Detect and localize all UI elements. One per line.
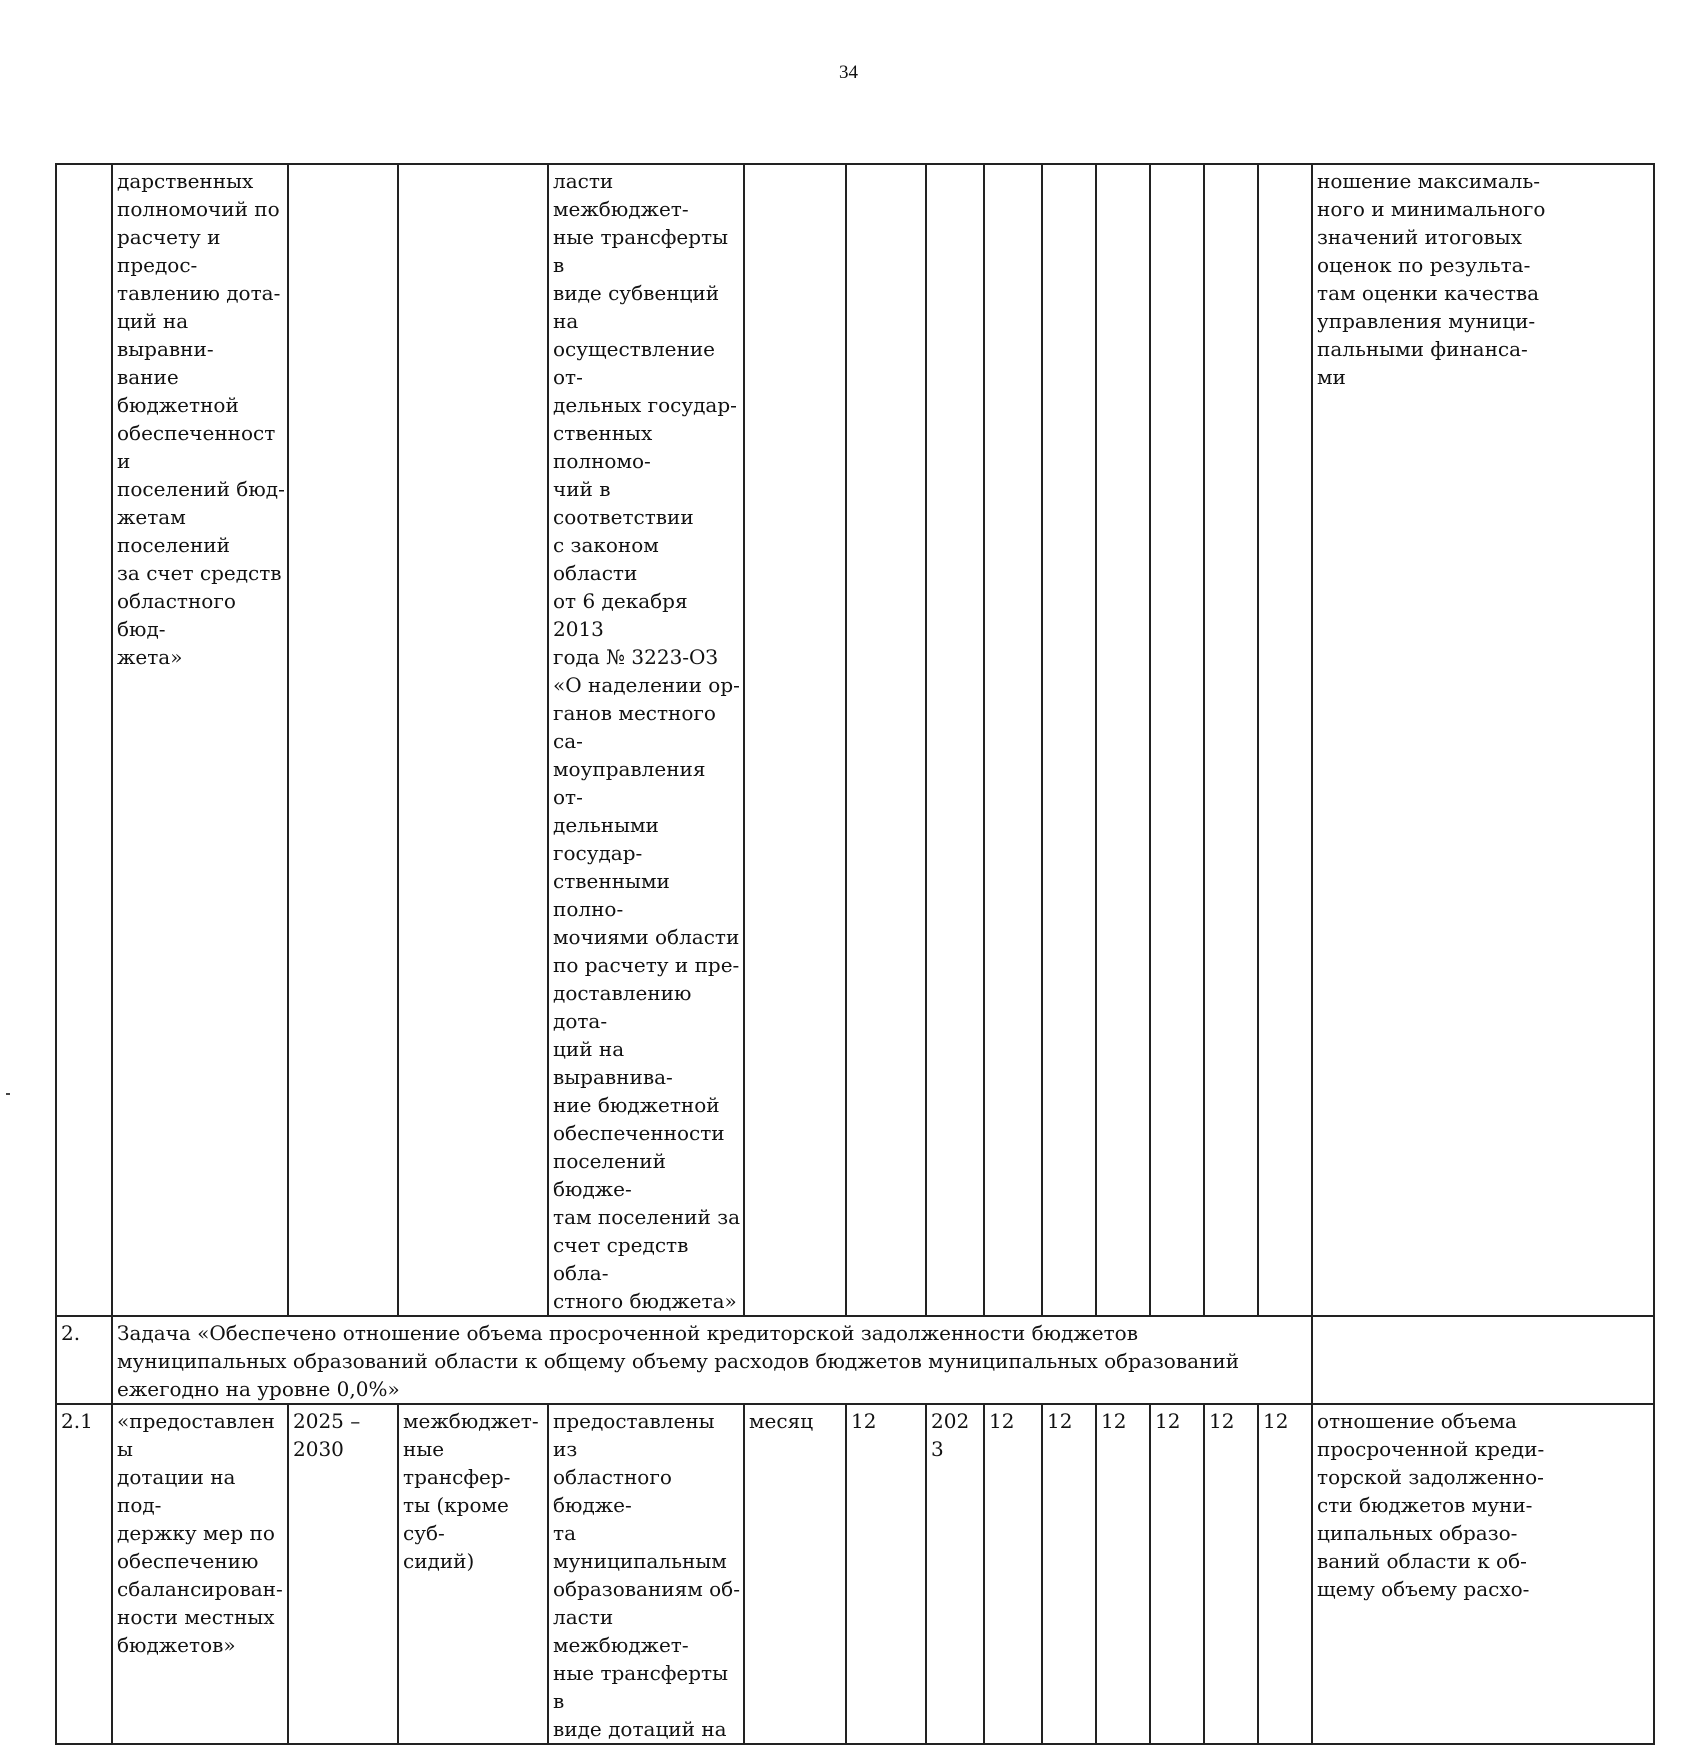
cell-item-value: 12 [984,1404,1042,1744]
table-row-task [56,1316,1654,1404]
cell-item-number: 2.1 [56,1404,112,1744]
cell-value [1042,164,1096,1316]
cell-type [398,164,548,1316]
cell-number [56,164,112,1316]
cell-item-indicator: отношение объема просроченной креди- торской задолженно- сти бюджетов муни- ципальных образо- ваний области к об- щему объему расхо- [1312,1404,1654,1744]
table-row-continuation [56,164,1654,1316]
cell-description: ласти межбюджет- ные трансферты в виде субвенций на осуществление от- дельных государ- ственных полномо- чий в соответствии с законом области от 6 декабря 2013 года № 3223-ОЗ «О наделении ор- ганов местного са- моуправления от- дельными государ- ственными полно- мочиями области по расчету и пре- доставлению дота- ций на выравнива- ние бюджетной обеспеченности поселений бюдже- там поселений за счет средств обла- стного бюджета» [548,164,744,1316]
cell-measure-name: дарственных полномочий по расчету и предос- тавлению дота- ций на выравни- вание бюджетной обеспеченности поселений бюд- жетам поселений за счет средств областного бюд- жета» [112,164,288,1316]
cell-item-unit: месяц [744,1404,846,1744]
cell-period [288,164,398,1316]
page-number: 34 [839,62,858,83]
cell-task-number: 2. [56,1316,112,1404]
table-row-item [56,1404,1654,1744]
cell-item-value: 12 [1096,1404,1150,1744]
cell-item-value: 12 [1042,1404,1096,1744]
cell-value [984,164,1042,1316]
cell-item-period: 2025 – 2030 [288,1404,398,1744]
cell-item-base-value: 12 [846,1404,926,1744]
cell-item-name: «предоставлены дотации на под- держку мер по обеспечению сбалансирован- ности местных бюджетов» [112,1404,288,1744]
scan-mark [6,1093,10,1095]
cell-value [1258,164,1312,1316]
cell-task-empty [1312,1316,1654,1404]
cell-item-description: предоставлены из областного бюдже- та муниципальным образованиям об- ласти межбюджет- ные трансферты в виде дотаций на [548,1404,744,1744]
cell-task-text: Задача «Обеспечено отношение объема просроченной кредиторской задолженности бюджетов муниципальных образований области к общему объему расходов бюджетов муниципальных образований ежегодно на уровне 0,0%» [112,1316,1312,1404]
cell-item-value: 12 [1204,1404,1258,1744]
cell-item-value: 12 [1150,1404,1204,1744]
cell-value [1204,164,1258,1316]
cell-item-type: межбюджет- ные трансфер- ты (кроме суб- сидий) [398,1404,548,1744]
cell-base-year [926,164,984,1316]
cell-item-value: 12 [1258,1404,1312,1744]
cell-value [1096,164,1150,1316]
cell-value [1150,164,1204,1316]
cell-indicator: ношение максималь- ного и минимального значений итоговых оценок по результа- там оценки качества управления муници- пальными финанса- ми [1312,164,1654,1316]
measures-table [55,163,1655,1745]
cell-unit [744,164,846,1316]
cell-base-value [846,164,926,1316]
cell-item-base-year: 2023 [926,1404,984,1744]
